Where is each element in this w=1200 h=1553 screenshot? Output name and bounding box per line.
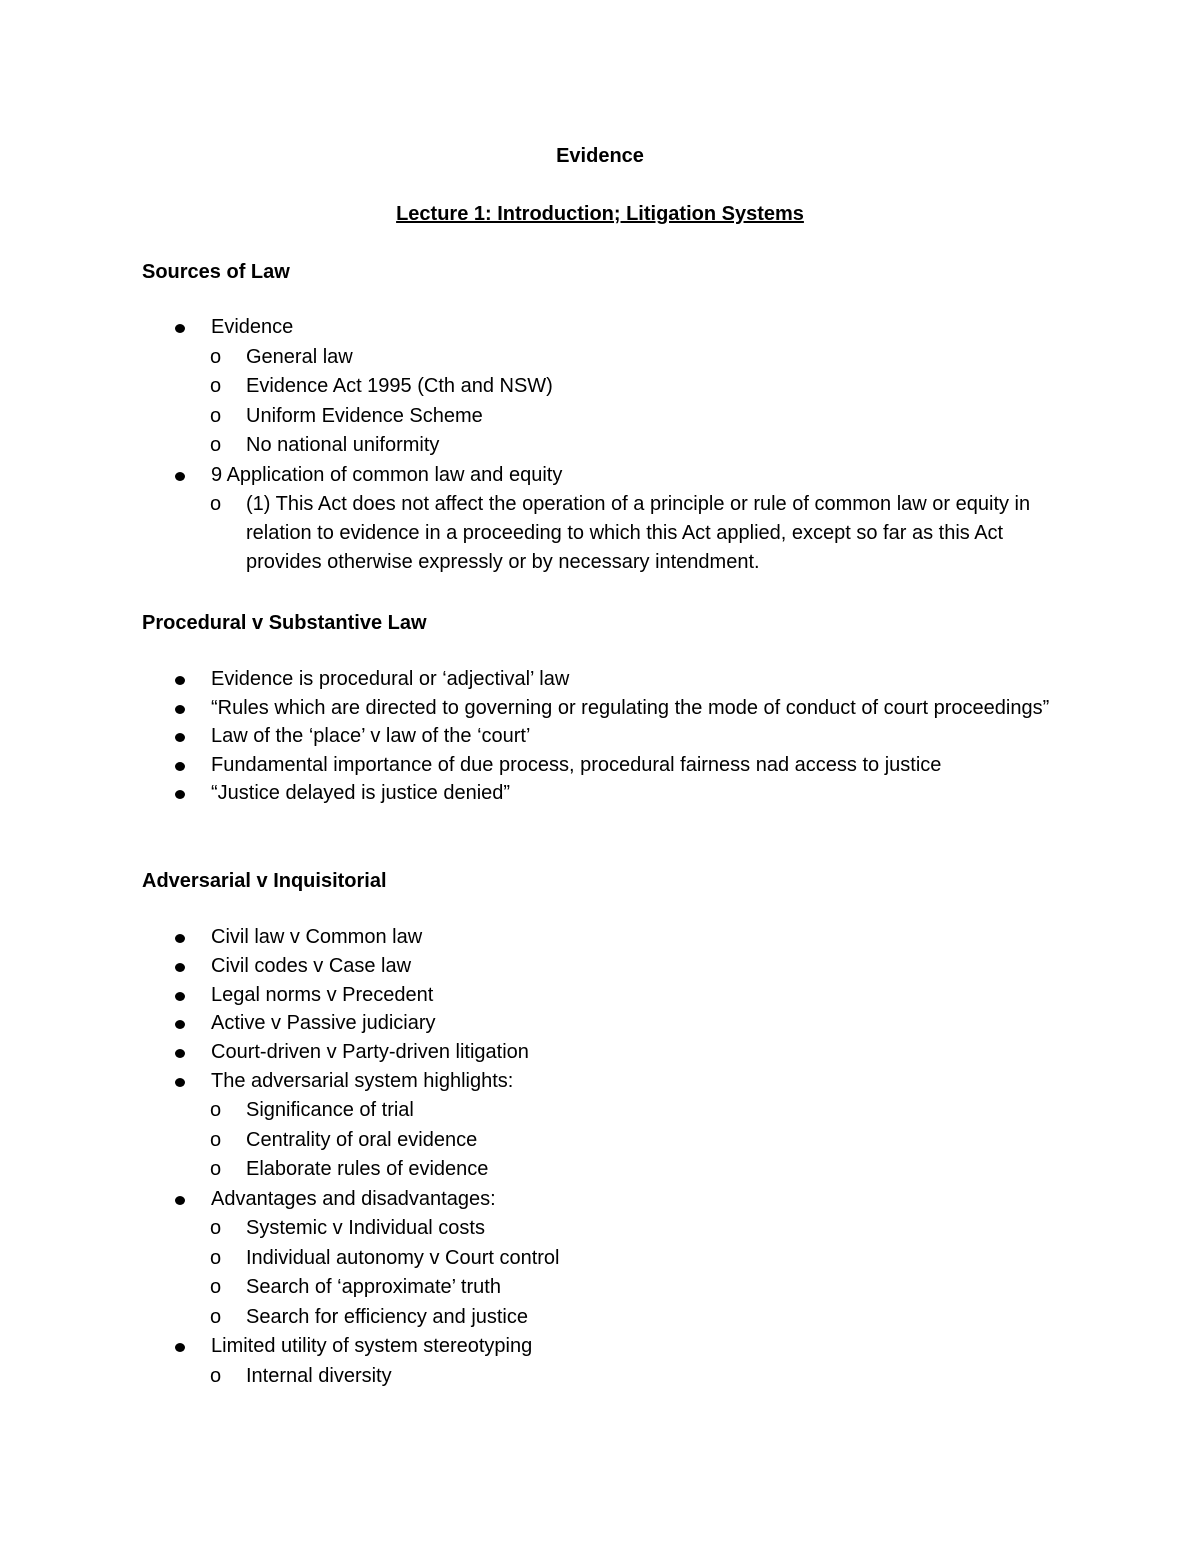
list-item-text: Limited utility of system stereotyping — [211, 1335, 533, 1358]
lecture-title: Lecture 1: Introduction; Litigation Systems — [396, 203, 804, 225]
list-item — [0, 1067, 1051, 1097]
bullet-icon — [175, 992, 185, 1001]
list-item — [0, 923, 1051, 952]
list-item-text: Evidence is procedural or ‘adjectival’ law — [211, 668, 570, 690]
list-item — [0, 1038, 1051, 1067]
sub-list-item — [0, 402, 1056, 432]
circle-bullet-icon: o — [210, 434, 222, 456]
bullet-icon — [175, 1078, 185, 1087]
circle-bullet-icon: o — [210, 1099, 222, 1122]
circle-bullet-icon: o — [210, 1128, 222, 1151]
list-item-text: Civil law v Common law — [211, 926, 423, 948]
sub-list-item-text: Individual autonomy v Court control — [246, 1246, 560, 1269]
list-item-text: Legal norms v Precedent — [211, 983, 434, 1006]
sub-list-item — [0, 372, 1056, 402]
list-item — [0, 779, 1051, 808]
list-item — [0, 981, 1051, 1010]
sub-list-item — [0, 343, 1056, 373]
sub-list-item — [0, 1273, 1056, 1303]
bullet-icon — [175, 472, 185, 481]
bullet-icon — [175, 934, 185, 943]
circle-bullet-icon: o — [210, 375, 222, 397]
circle-bullet-icon: o — [210, 1305, 222, 1328]
circle-bullet-icon: o — [210, 404, 222, 427]
sub-list-item-text: Uniform Evidence Scheme — [246, 404, 483, 427]
list-item — [0, 722, 1051, 751]
sub-list-item — [0, 1303, 1056, 1333]
bullet-icon — [175, 790, 185, 799]
list-item-text: The adversarial system highlights: — [211, 1069, 514, 1092]
bullet-icon — [175, 1020, 185, 1029]
list-item-text: Civil codes v Case law — [211, 954, 412, 977]
bullet-icon — [175, 762, 185, 771]
list-item-text: Law of the ‘place’ v law of the ‘court’ — [211, 725, 531, 747]
circle-bullet-icon: o — [210, 1158, 222, 1181]
sub-list-item — [0, 431, 1056, 461]
list-item-text: Advantages and disadvantages: — [211, 1187, 496, 1210]
sub-list-item-text: General law — [246, 345, 353, 368]
circle-bullet-icon: o — [210, 1246, 222, 1269]
list-item — [0, 461, 1051, 491]
list-item-text: 9 Application of common law and equity — [211, 463, 563, 486]
section-heading-adversarial-v-inquisitorial: Adversarial v Inquisitorial — [142, 870, 387, 892]
bullet-icon — [175, 1196, 185, 1205]
circle-bullet-icon: o — [210, 1276, 222, 1299]
list-item — [0, 1185, 1051, 1215]
list-item — [0, 313, 1051, 343]
procedural-law-list — [0, 665, 1200, 808]
list-item-text: Evidence — [211, 316, 294, 338]
sub-list-item-text: Elaborate rules of evidence — [246, 1158, 489, 1181]
list-item — [0, 751, 1051, 780]
sub-list-item — [0, 1155, 1056, 1185]
bullet-icon — [175, 1343, 185, 1352]
section-heading-procedural-v-substantive: Procedural v Substantive Law — [142, 612, 427, 634]
list-item-text: “Justice delayed is justice denied” — [211, 782, 511, 804]
bullet-icon — [175, 705, 185, 714]
sub-list-item — [0, 490, 1056, 577]
circle-bullet-icon: o — [210, 345, 222, 368]
adversarial-list — [0, 923, 1200, 1391]
sub-list-item-text: (1) This Act does not affect the operation of a principle or rule of common law or equity in relation to evidence in a proceeding to which this Act applied, except so far as this Act provides otherwise expressly or by necessary intendment. — [246, 493, 1031, 573]
circle-bullet-icon: o — [210, 493, 222, 515]
list-item-text: Court-driven v Party-driven litigation — [211, 1041, 529, 1064]
list-item — [0, 1332, 1051, 1362]
circle-bullet-icon: o — [210, 1364, 222, 1387]
circle-bullet-icon: o — [210, 1217, 222, 1240]
sub-list-item-text: Significance of trial — [246, 1099, 414, 1122]
bullet-icon — [175, 963, 185, 972]
list-item-text: Fundamental importance of due process, procedural fairness nad access to justice — [211, 753, 942, 776]
sub-list-item — [0, 1214, 1056, 1244]
sub-list-item — [0, 1362, 1056, 1392]
sub-list-item — [0, 1096, 1056, 1126]
sub-list-item-text: Evidence Act 1995 (Cth and NSW) — [246, 375, 553, 397]
sub-list-item-text: Systemic v Individual costs — [246, 1217, 485, 1240]
bullet-icon — [175, 1049, 185, 1058]
sub-list-item — [0, 1126, 1056, 1156]
list-item — [0, 952, 1051, 981]
list-item — [0, 665, 1051, 694]
list-item — [0, 1009, 1051, 1038]
list-item — [0, 694, 1051, 723]
bullet-icon — [175, 324, 185, 333]
list-item-text: “Rules which are directed to governing or regulating the mode of conduct of court proceedings” — [211, 696, 1050, 719]
sub-list-item-text: Internal diversity — [246, 1364, 392, 1387]
sub-list-item-text: Centrality of oral evidence — [246, 1128, 478, 1151]
bullet-icon — [175, 676, 185, 685]
sources-of-law-list — [0, 313, 1200, 577]
section-heading-sources-of-law: Sources of Law — [142, 261, 290, 283]
bullet-icon — [175, 733, 185, 742]
sub-list-item-text: Search of ‘approximate’ truth — [246, 1276, 501, 1299]
sub-list-item-text: Search for efficiency and justice — [246, 1305, 529, 1328]
sub-list-item-text: No national uniformity — [246, 434, 440, 456]
document-title: Evidence — [556, 145, 644, 167]
list-item-text: Active v Passive judiciary — [211, 1012, 436, 1035]
sub-list-item — [0, 1244, 1056, 1274]
